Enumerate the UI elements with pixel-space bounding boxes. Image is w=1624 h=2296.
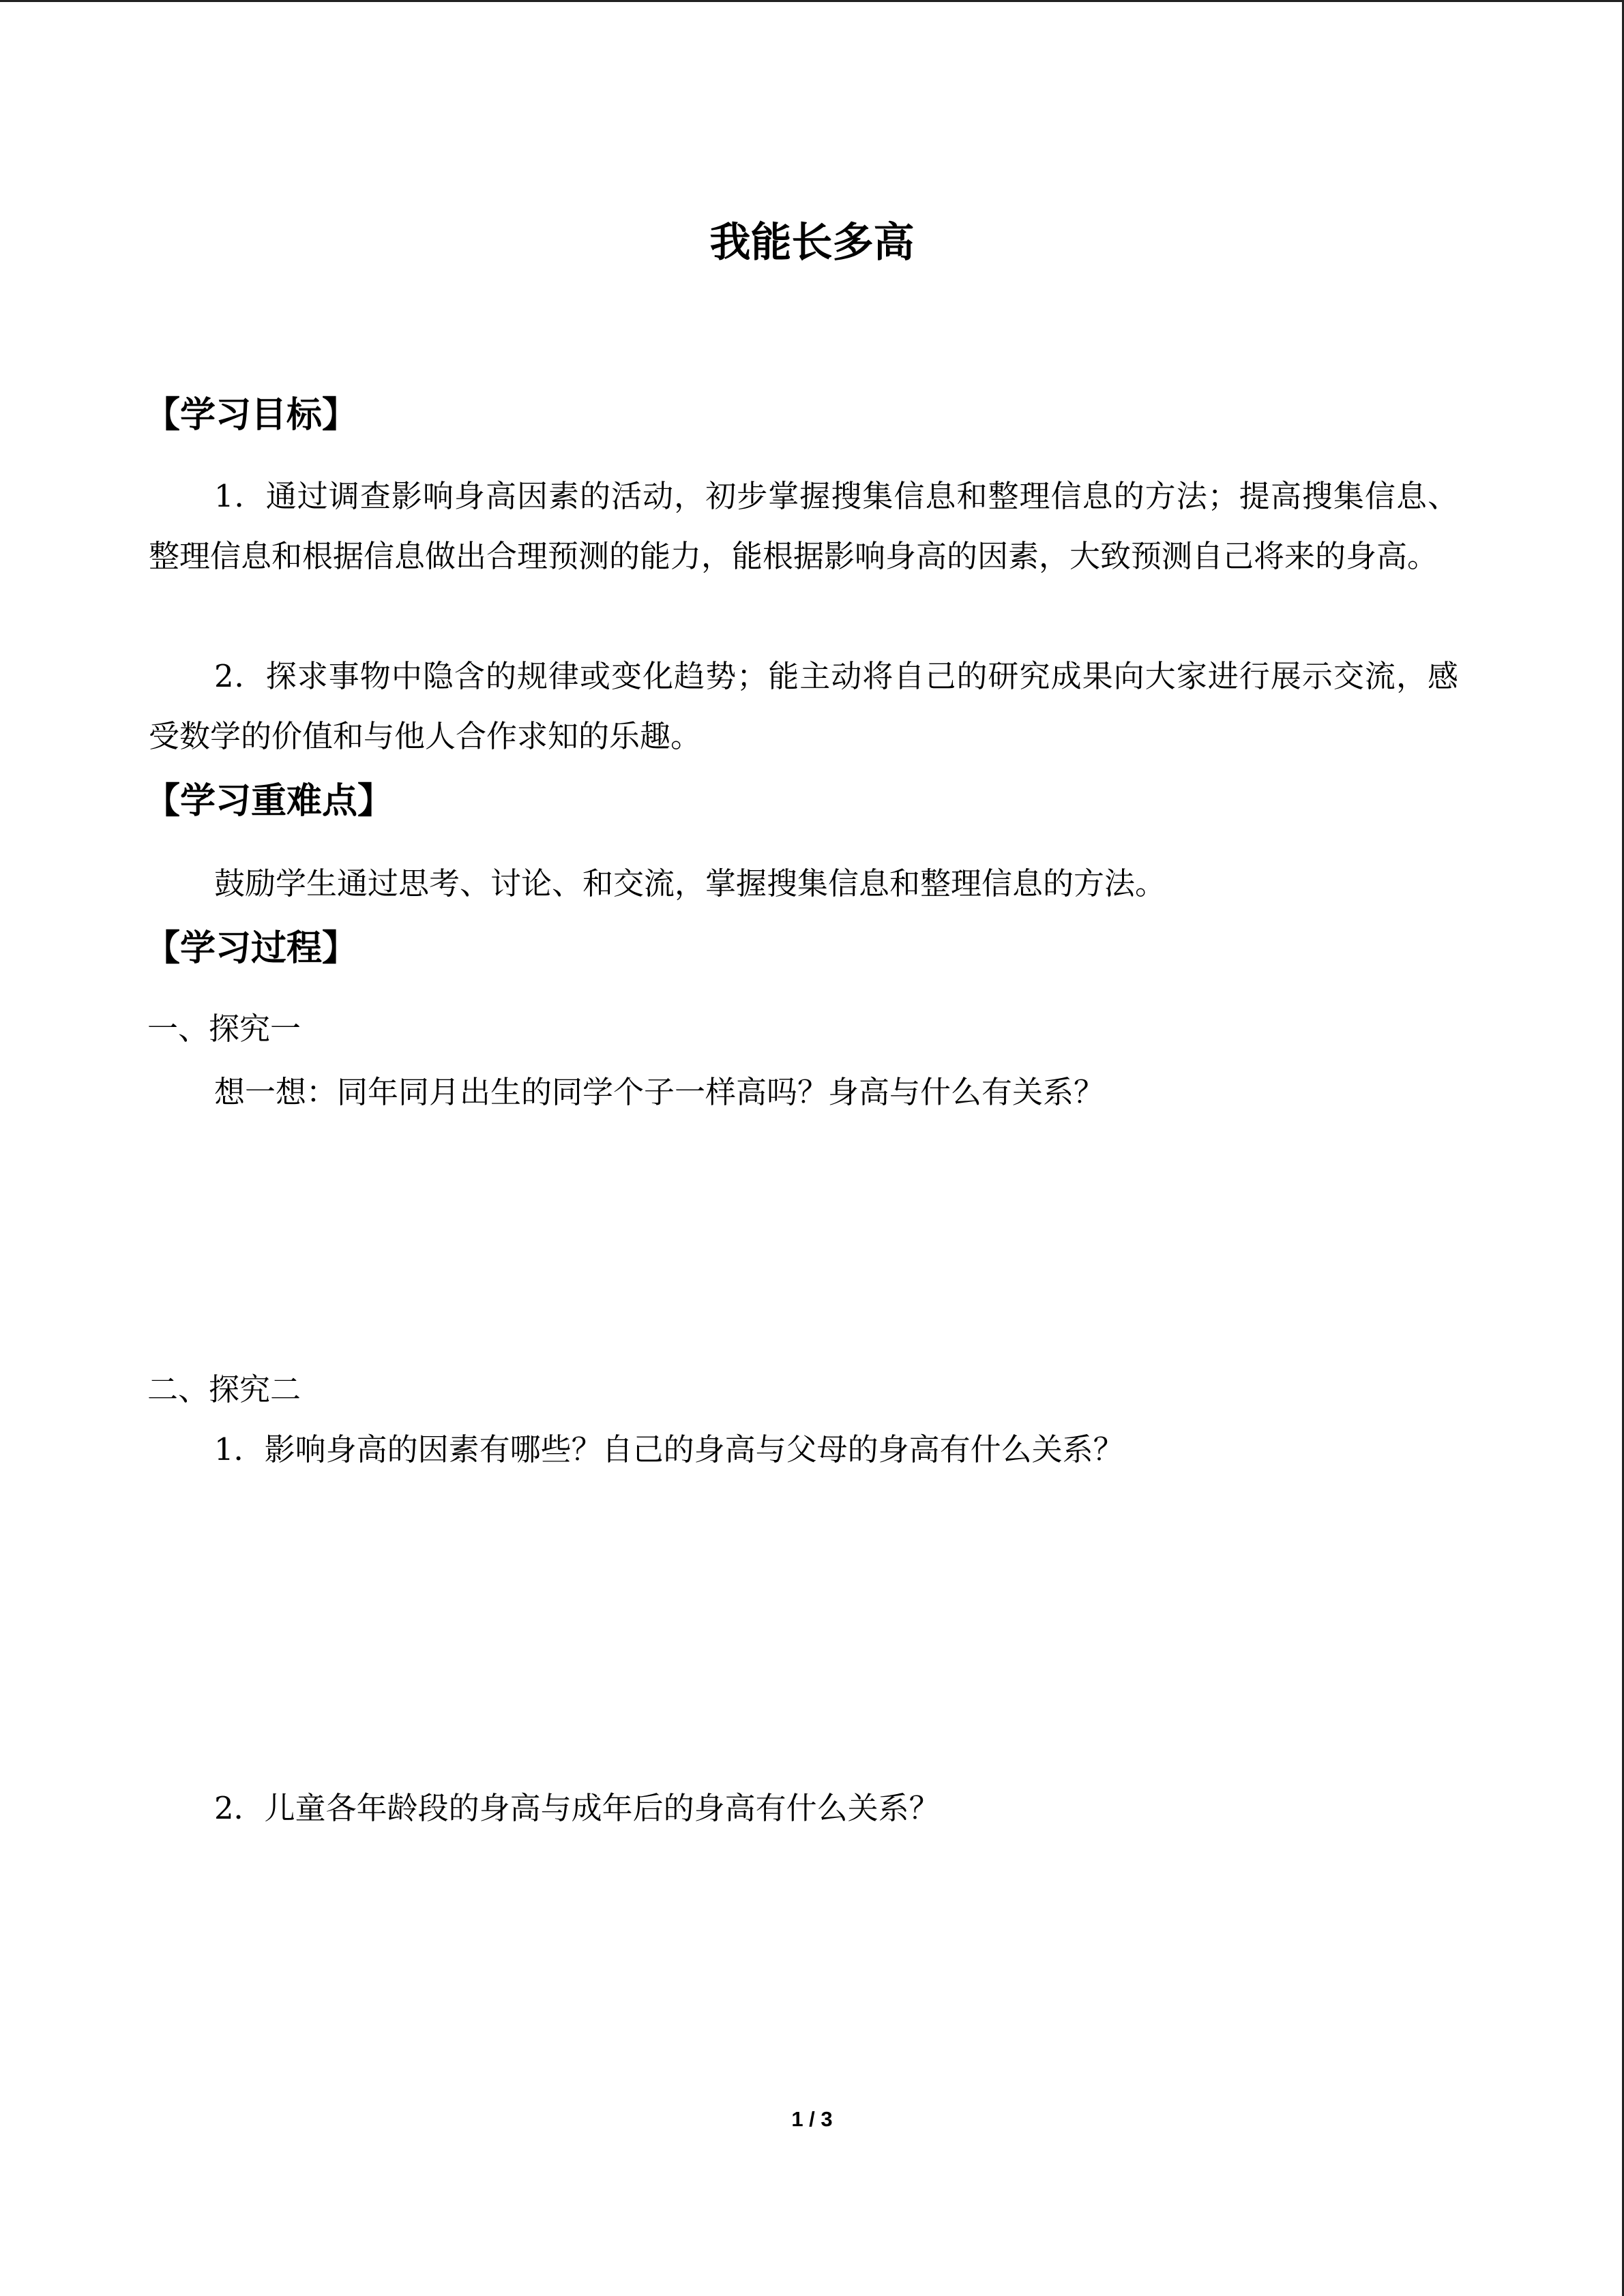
process-heading: 【学习过程】 — [145, 928, 358, 969]
explore-1-question: 想一想：同年同月出生的同学个子一样高吗？身高与什么有关系？ — [214, 1074, 1105, 1110]
page-title: 我能长多高 — [709, 219, 915, 267]
objective-item-1: 1．通过调查影响身高因素的活动，初步掌握搜集信息和整理信息的方法；提高搜集信息、整理信息和根据信息做出合理预测的能力，能根据影响身高的因素，大致预测自己将来的身高。 — [149, 478, 1458, 574]
objective-item-2: 2．探求事物中隐含的规律或变化趋势；能主动将自己的研究成果向大家进行展示交流，感受数学的价值和与他人合作求知的乐趣。 — [149, 658, 1458, 754]
key-points-heading: 【学习重难点】 — [145, 781, 394, 822]
objectives-heading: 【学习目标】 — [145, 395, 358, 436]
explore-2-question-1: 1．影响身高的因素有哪些？自己的身高与父母的身高有什么关系？ — [214, 1431, 1124, 1467]
key-points-text: 鼓励学生通过思考、讨论、和交流，掌握搜集信息和整理信息的方法。 — [214, 865, 1166, 901]
explore-2-question-2: 2．儿童各年龄段的身高与成年后的身高有什么关系？ — [214, 1790, 940, 1826]
explore-2-title: 二、探究二 — [147, 1371, 301, 1407]
page-number: 1 / 3 — [791, 2107, 833, 2131]
explore-1-title: 一、探究一 — [147, 1011, 301, 1047]
